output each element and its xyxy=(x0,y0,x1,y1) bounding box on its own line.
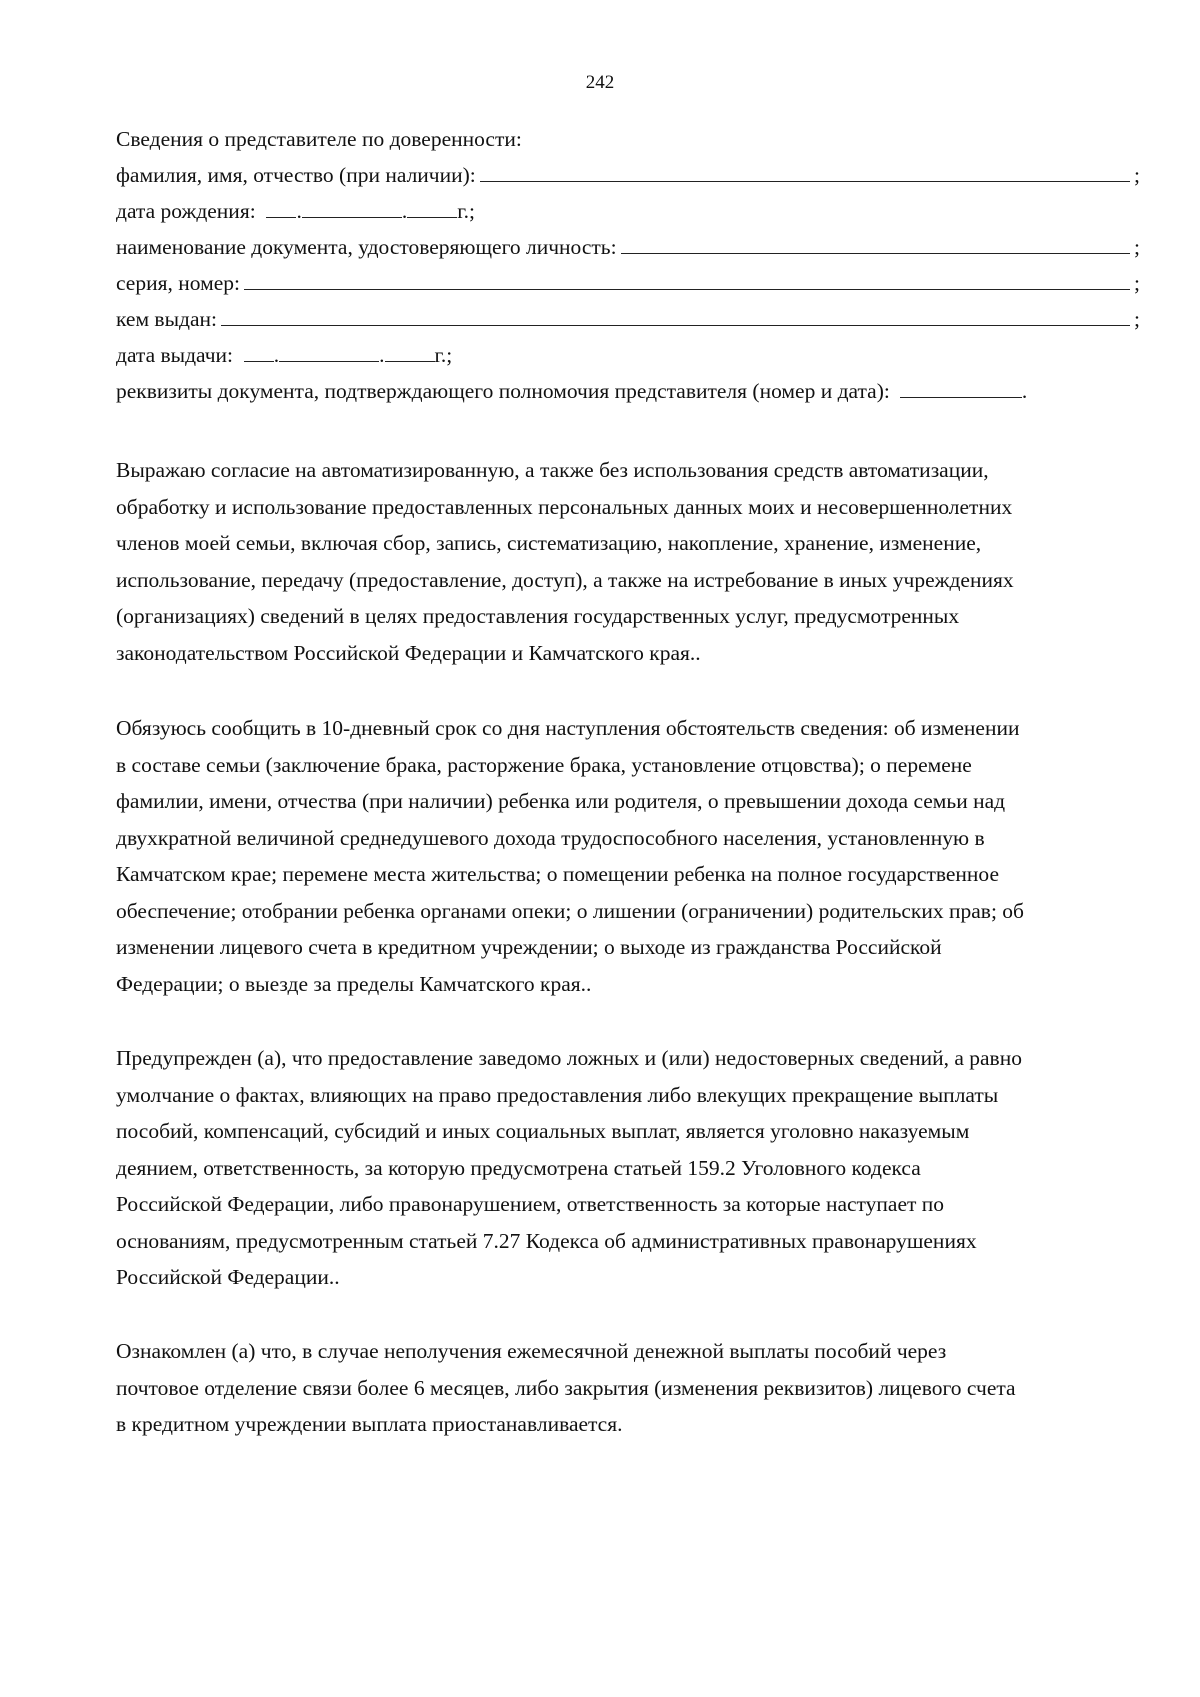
dob-label: дата рождения: xyxy=(116,199,256,223)
issue-month-field[interactable] xyxy=(279,339,379,362)
authority-label: реквизиты документа, подтверждающего полномочия представителя (номер и дата): xyxy=(116,379,890,403)
issue-day-field[interactable] xyxy=(244,339,274,362)
paragraph-line: Обязуюсь сообщить в 10-дневный срок со дня наступления обстоятельств сведения: об изменении xyxy=(116,716,1020,740)
series-semicolon: ; xyxy=(1134,271,1140,295)
doc-name-row xyxy=(116,229,1140,265)
issue-dot-2: . xyxy=(379,343,385,367)
paragraph-line: в кредитном учреждении выплата приостанавливается. xyxy=(116,1412,623,1436)
representative-form xyxy=(116,121,1140,409)
fio-semicolon: ; xyxy=(1134,163,1140,187)
series-row xyxy=(116,265,1140,301)
issue-year-suffix: г.; xyxy=(434,343,453,367)
paragraph-line: в составе семьи (заключение брака, расторжение брака, установление отцовства); о перемене xyxy=(116,752,972,777)
issue-year-field[interactable] xyxy=(385,339,435,362)
paragraph-line: Камчатском крае; перемене места жительства; о помещении ребенка на полное государственное xyxy=(116,862,999,886)
paragraph-line: основаниям, предусмотренным статьей 7.27 Кодекса об административных правонарушениях xyxy=(116,1228,977,1253)
dob-dot-1: . xyxy=(296,199,302,223)
paragraph-line: Предупрежден (а), что предоставление заведомо ложных и (или) недостоверных сведений, а равно xyxy=(116,1046,1022,1070)
paragraph-line: обеспечение; отобрании ребенка органами опеки; о лишении (ограничении) родительских прав; об xyxy=(116,898,1024,923)
paragraph-line: почтовое отделение связи более 6 месяцев, либо закрытия (изменения реквизитов) лицевого счета xyxy=(116,1375,1016,1400)
paragraph-line: (организациях) сведений в целях предоставления государственных услуг, предусмотренных xyxy=(116,604,960,628)
paragraph-line: Федерации; о выезде за пределы Камчатского края.. xyxy=(116,971,592,996)
fio-field[interactable] xyxy=(480,159,1130,182)
series-field[interactable] xyxy=(244,267,1130,290)
dob-month-field[interactable] xyxy=(302,195,402,218)
paragraph-line: Российской Федерации, либо правонарушением, ответственность за которые наступает по xyxy=(116,1192,945,1216)
dob-row xyxy=(116,193,1140,229)
paragraph-line: членов моей семьи, включая сбор, запись, систематизацию, накопление, хранение, изменение, xyxy=(116,531,982,555)
consent-paragraph xyxy=(116,452,1146,671)
rep-heading: Сведения о представителе по доверенности: xyxy=(116,127,522,151)
fio-label: фамилия, имя, отчество (при наличии): xyxy=(116,163,476,187)
warning-paragraph xyxy=(116,1040,1146,1296)
paragraph-line: Выражаю согласие на автоматизированную, а также без использования средств автоматизации, xyxy=(116,458,989,482)
authority-field[interactable] xyxy=(900,375,1022,398)
dob-day-field[interactable] xyxy=(266,195,296,218)
issue-date-label: дата выдачи: xyxy=(116,343,234,367)
doc-name-label: наименование документа, удостоверяющего личность: xyxy=(116,235,617,259)
paragraph-line: Ознакомлен (а) что, в случае неполучения ежемесячной денежной выплаты пособий через xyxy=(116,1339,947,1363)
paragraph-line: Российской Федерации.. xyxy=(116,1265,340,1289)
issued-by-field[interactable] xyxy=(221,303,1130,326)
paragraph-line: умолчание о фактах, влияющих на право предоставления либо влекущих прекращение выплаты xyxy=(116,1082,999,1107)
paragraph-line: деянием, ответственность, за которую предусмотрена статьей 159.2 Уголовного кодекса xyxy=(116,1155,921,1180)
authority-row xyxy=(116,373,1140,409)
issued-by-semicolon: ; xyxy=(1134,307,1140,331)
authority-period: . xyxy=(1021,379,1028,403)
paragraph-line: фамилии, имени, отчества (при наличии) ребенка или родителя, о превышении дохода семьи над xyxy=(116,789,1006,813)
series-label: серия, номер: xyxy=(116,271,240,295)
issued-by-row xyxy=(116,301,1140,337)
issued-by-label: кем выдан: xyxy=(116,307,217,331)
acknowledge-paragraph xyxy=(116,1333,1146,1443)
paragraph-line: изменении лицевого счета в кредитном учреждении; о выходе из гражданства Российской xyxy=(116,935,942,959)
paragraph-line: обработку и использование предоставленных персональных данных моих и несовершеннолетних xyxy=(116,494,1013,519)
doc-name-field[interactable] xyxy=(621,231,1130,254)
dob-year-suffix: г.; xyxy=(457,199,475,223)
fio-row xyxy=(116,157,1140,193)
issue-date-row xyxy=(116,337,1140,373)
page-number: 242 xyxy=(585,72,615,93)
dob-year-field[interactable] xyxy=(407,195,457,218)
doc-name-semicolon: ; xyxy=(1134,235,1140,259)
paragraph-line: законодательством Российской Федерации и Камчатского края.. xyxy=(116,640,701,665)
obligation-paragraph xyxy=(116,710,1146,1002)
paragraph-line: двухкратной величиной среднедушевого дохода трудоспособного населения, установленную в xyxy=(116,825,985,850)
dob-dot-2: . xyxy=(401,199,408,223)
issue-dot-1: . xyxy=(273,343,280,367)
paragraph-line: пособий, компенсаций, субсидий и иных социальных выплат, является уголовно наказуемым xyxy=(116,1119,970,1143)
paragraph-line: использование, передачу (предоставление, доступ), а также на истребование в иных учреждениях xyxy=(116,567,1014,592)
